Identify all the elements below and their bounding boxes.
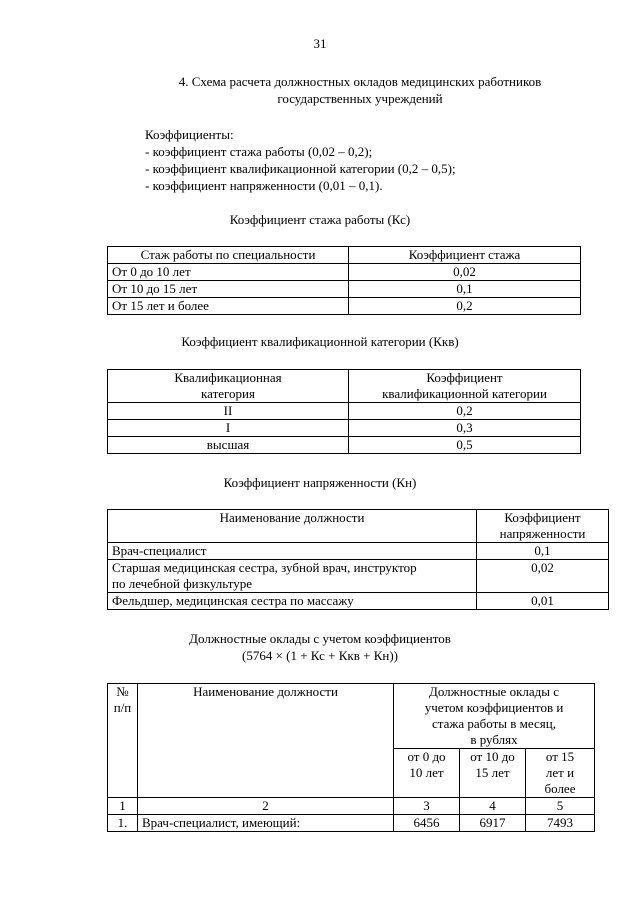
coefficient-item: - коэффициент квалификационной категории (0,2 – 0,5); [145,161,456,176]
column-number: 5 [526,798,595,815]
column-number: 4 [460,798,526,815]
coefficient-item: - коэффициент напряженности (0,01 – 0,1). [145,178,383,193]
header-line: категория [201,386,255,401]
table-cell: От 15 лет и более [108,298,349,315]
table-cell: Фельдшер, медицинская сестра по массажу [108,593,477,610]
table-cell: От 10 до 15 лет [108,281,349,298]
table-numbering-row [108,798,595,815]
header-line: 10 лет [409,765,444,780]
header-line: от 10 до [470,749,515,764]
table-row [108,281,581,298]
coefficients-list [145,126,456,194]
column-number: 2 [138,798,394,815]
table-cell: 6917 [460,815,526,832]
header-line: стажа работы в месяц, [432,716,556,731]
table-header-row [108,370,581,403]
table-cell: Врач-специалист [108,543,477,560]
table-cell: 0,3 [349,420,581,437]
experience-table [107,246,581,315]
table-cell: 0,01 [477,593,609,610]
caption-line: Должностные оклады с учетом коэффициентов [189,631,451,646]
column-subheader [526,749,595,798]
coefficients-heading: Коэффициенты: [145,127,234,142]
section-title [100,73,620,107]
header-line: от 15 [545,749,575,764]
table-cell: 7493 [526,815,595,832]
section-title-line-2: государственных учреждений [277,91,443,106]
table-row [108,815,595,832]
column-header: Коэффициент стажа [349,247,581,264]
page-number: 31 [313,36,327,51]
column-subheader [394,749,460,798]
caption-line: (5764 × (1 + Кс + Ккв + Кн)) [241,648,398,663]
header-line: квалификационной категории [382,386,547,401]
header-line: № [116,684,129,699]
table-cell [108,560,477,593]
table-row [108,298,581,315]
table-row [108,593,609,610]
column-header [108,370,349,403]
column-header [108,684,138,798]
header-line: Квалификационная [174,370,282,385]
table-row [108,437,581,454]
intensity-table-caption: Коэффициент напряженности (Кн) [223,475,417,490]
column-header: Стаж работы по специальности [108,247,349,264]
section-title-line-1: 4. Схема расчета должностных окладов медицинских работников [178,74,542,89]
table-header-row [108,510,609,543]
table-cell: 0,02 [349,264,581,281]
table-cell: 1. [108,815,138,832]
column-header: Наименование должности [108,510,477,543]
table-header-row [108,684,595,749]
header-line: п/п [113,700,132,715]
table-cell: От 0 до 10 лет [108,264,349,281]
table-cell: II [108,403,349,420]
column-number: 1 [108,798,138,815]
table-cell: Врач-специалист, имеющий: [138,815,394,832]
qualification-table [107,369,581,454]
column-number: 3 [394,798,460,815]
table-cell: I [108,420,349,437]
header-line: Коэффициент [426,370,503,385]
column-subheader [460,749,526,798]
table-cell: 0,5 [349,437,581,454]
column-header [394,684,595,749]
salaries-table [107,683,595,832]
table-cell: 0,02 [477,560,609,593]
column-header: Наименование должности [138,684,394,798]
header-line: более [544,781,576,796]
table-row [108,264,581,281]
table-cell: 0,2 [349,403,581,420]
header-line: от 0 до [407,749,446,764]
table-cell: 0,2 [349,298,581,315]
salaries-table-caption [0,630,640,664]
table-cell: 0,1 [477,543,609,560]
cell-line: Старшая медицинская сестра, зубной врач, инструктор [112,560,417,575]
intensity-table [107,509,609,610]
table-row [108,420,581,437]
header-line: напряженности [499,526,586,541]
table-row [108,560,609,593]
header-line: в рублях [470,732,518,747]
header-line: Должностные оклады с [428,684,560,699]
coefficient-item: - коэффициент стажа работы (0,02 – 0,2); [145,144,373,159]
table-header-row [108,247,581,264]
table-cell: 6456 [394,815,460,832]
cell-line: по лечебной физкультуре [112,576,253,591]
column-header [477,510,609,543]
header-line: Коэффициент [504,510,581,525]
table-row [108,403,581,420]
qualification-table-caption: Коэффициент квалификационной категории (Ккв) [181,334,459,349]
table-cell: высшая [108,437,349,454]
table-row [108,543,609,560]
table-cell: 0,1 [349,281,581,298]
experience-table-caption: Коэффициент стажа работы (Кс) [229,212,411,227]
column-header [349,370,581,403]
header-line: учетом коэффициентов и [424,700,564,715]
header-line: 15 лет [475,765,510,780]
header-line: лет и [545,765,575,780]
